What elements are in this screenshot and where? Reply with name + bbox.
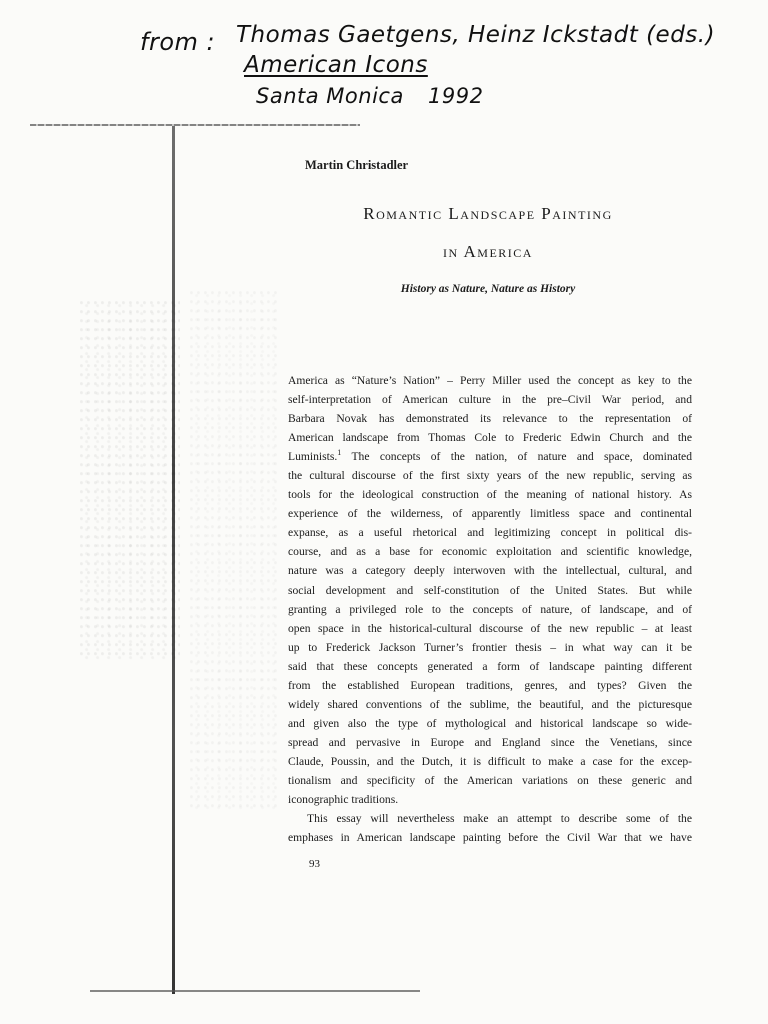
body-line: spread and pervasive in Europe and England since the Venetians, since <box>288 735 692 749</box>
handwritten-editors: Thomas Gaetgens, Heinz Ickstadt (eds.) <box>236 22 716 48</box>
body-text <box>288 371 692 847</box>
body-line: said that these concepts generated a form of landscape painting different <box>288 659 692 673</box>
handwritten-place: Santa Monica <box>256 84 404 108</box>
body-line-start: Luminists. <box>288 450 338 464</box>
chapter-title-line-2: in America <box>443 242 533 261</box>
chapter-subtitle: History as Nature, Nature as History <box>400 283 576 295</box>
body-line: the cultural discourse of the first sixty years of the new republic, serving as <box>288 469 692 483</box>
scan-noise <box>190 290 280 810</box>
handwritten-year: 1992 <box>428 84 484 108</box>
scan-bottom-rule <box>90 990 420 992</box>
scan-noise <box>80 300 180 660</box>
handwritten-book-title: American Icons <box>244 52 428 78</box>
body-line: granting a privileged role to the concepts of nature, of landscape, and of <box>288 602 692 616</box>
page-number: 93 <box>309 858 320 870</box>
body-line: This essay will nevertheless make an attempt to describe some of the <box>307 812 692 826</box>
body-line-end: The concepts of the nation, of nature and space, dominated <box>341 450 692 464</box>
body-line: Claude, Poussin, and the Dutch, it is difficult to make a case for the excep- <box>288 754 692 768</box>
body-line: social development and self-constitution of the United States. But while <box>288 583 692 597</box>
body-line: experience of the wilderness, of apparently limitless space and continental <box>288 507 692 521</box>
body-line: up to Frederick Jackson Turner’s frontier thesis – in what way can it be <box>288 640 692 654</box>
body-line: emphases in American landscape painting before the Civil War that we have <box>288 831 692 845</box>
body-line: self-interpretation of American culture in the pre–Civil War period, and <box>288 393 692 407</box>
body-line: iconographic traditions. <box>288 793 399 807</box>
body-line: America as “Nature’s Nation” – Perry Miller used the concept as key to the <box>288 374 692 387</box>
body-line: expanse, as a useful rhetorical and legitimizing concept in political dis- <box>288 526 692 540</box>
body-line: course, and as a base for economic exploitation and scientific knowledge, <box>288 545 692 559</box>
handwritten-from: from : <box>140 28 216 56</box>
body-line: open space in the historical-cultural discourse of the new republic – at least <box>288 621 692 635</box>
footnote-marker: 1 <box>337 448 342 458</box>
author-name: Martin Christadler <box>305 158 409 172</box>
body-line: and given also the type of mythological and historical landscape so wide- <box>288 716 692 730</box>
body-line: from the established European traditions, genres, and types? Given the <box>288 678 692 692</box>
body-line: nature was a category deeply interwoven with the intellectual, cultural, and <box>288 564 692 578</box>
body-line: Barbara Novak has demonstrated its relevance to the representation of <box>288 412 692 426</box>
chapter-title-line-1: Romantic Landscape Painting <box>363 204 613 223</box>
body-line: tools for the ideological construction of the meaning of national history. As <box>288 488 692 502</box>
body-line <box>288 447 692 466</box>
body-line: tionalism and specificity of the American variations on these generic and <box>288 773 692 787</box>
body-line: widely shared conventions of the sublime, the beautiful, and the picturesque <box>288 697 692 711</box>
scan-top-rule <box>30 124 360 126</box>
body-line: American landscape from Thomas Cole to Frederic Edwin Church and the <box>288 431 692 445</box>
